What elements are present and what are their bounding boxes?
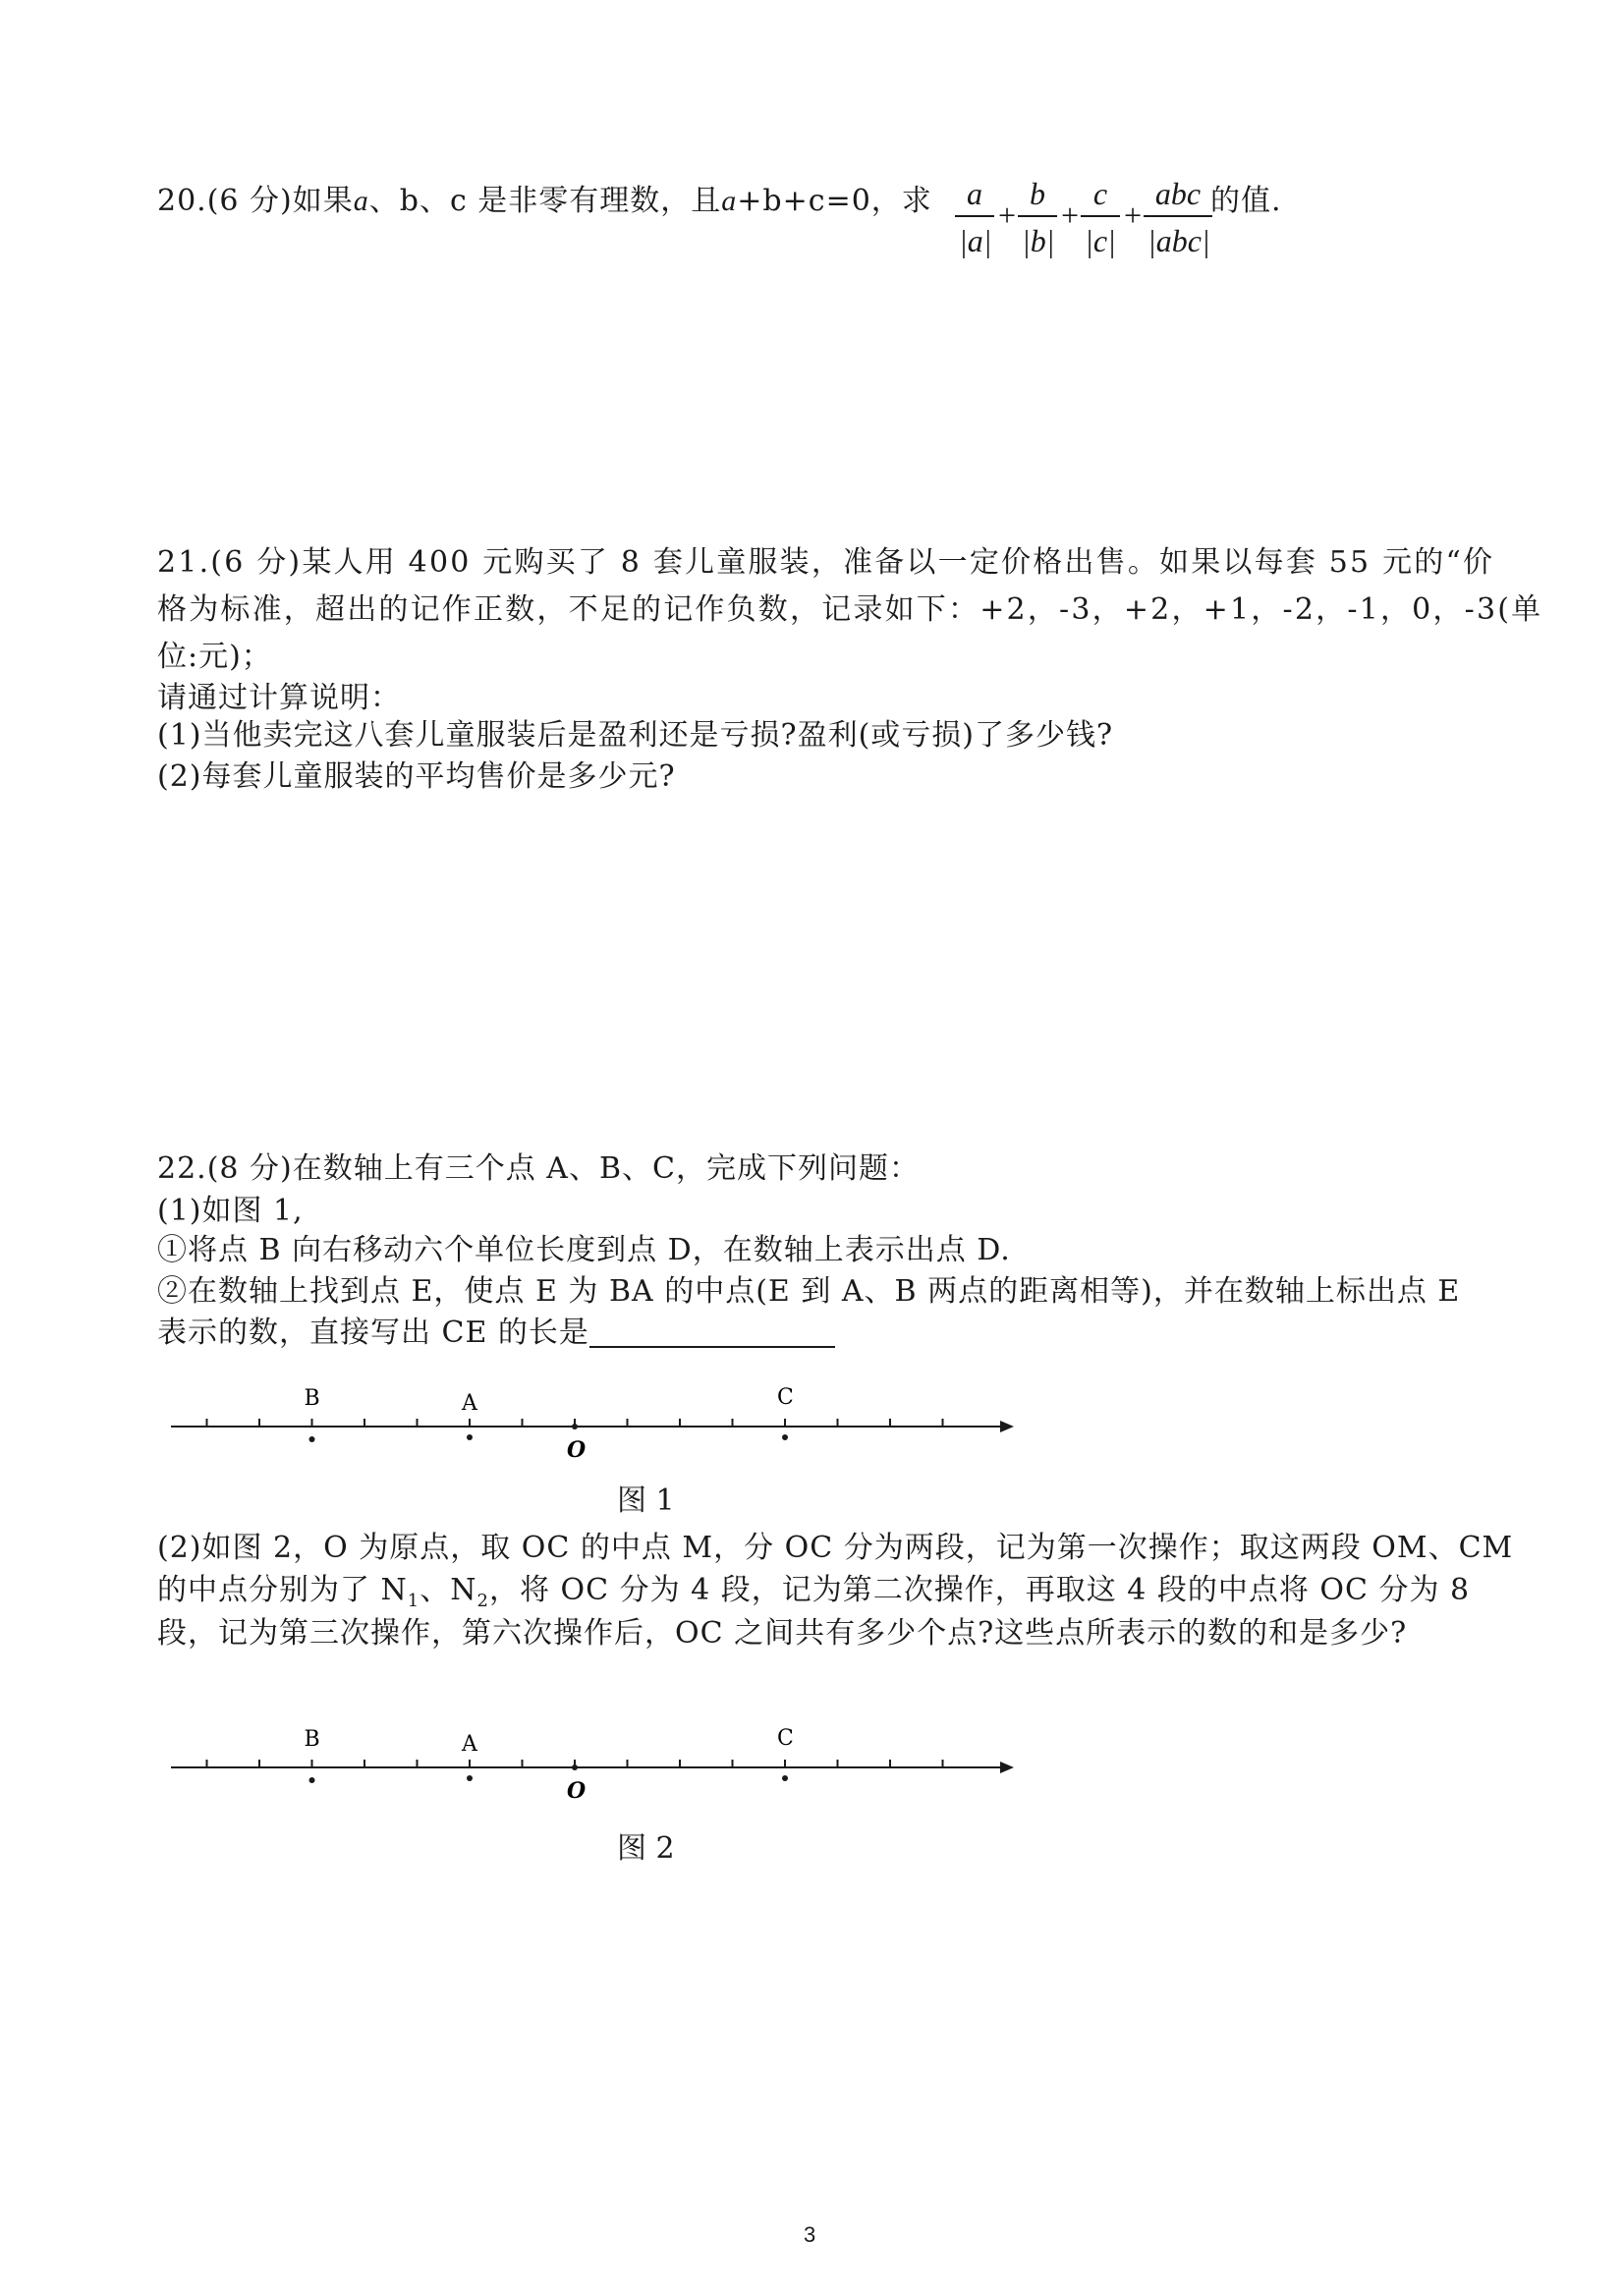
- fraction-denominator: |c|: [1085, 223, 1116, 258]
- plus-sign: +: [1061, 197, 1080, 233]
- fraction-numerator: c: [1081, 172, 1120, 217]
- subscript-2: 2: [476, 1591, 489, 1611]
- q21-line-4: 请通过计算说明：: [157, 681, 401, 715]
- arrow-head-icon: [1000, 1421, 1014, 1432]
- q22-part2-line-3: 段，记为第三次操作，第六次操作后，OC 之间共有多少个点?这些点所表示的数的和是多少?: [157, 1616, 1408, 1651]
- origin-label-O: O: [567, 1437, 587, 1463]
- origin-label-O: O: [567, 1778, 587, 1804]
- point-A-dot: [467, 1775, 473, 1781]
- point-B-dot: [309, 1436, 315, 1442]
- q21-part-2: (2)每套儿童服装的平均售价是多少元?: [157, 759, 676, 794]
- plus-sign: +: [1124, 197, 1143, 233]
- origin-dot: [572, 1424, 578, 1429]
- fraction-numerator: b: [1018, 172, 1057, 217]
- number-line-figure-1: [157, 1371, 1022, 1469]
- point-label-A: A: [462, 1732, 477, 1757]
- q22-line-5-text: 表示的数，直接写出 CE 的长是: [157, 1316, 589, 1350]
- q22-part2-line-2c: ，将 OC 分为 4 段，记为第二次操作，再取这 4 段的中点将 OC 分为 8: [488, 1573, 1471, 1607]
- q20-mid: 、b、c 是非零有理数，且: [368, 184, 722, 218]
- point-A-dot: [467, 1434, 473, 1440]
- fraction-numerator: abc: [1144, 172, 1212, 217]
- fraction-a: [955, 172, 994, 260]
- q20-var-a2: a: [721, 185, 738, 217]
- q22-line-1: 22.(8 分)在数轴上有三个点 A、B、C，完成下列问题：: [157, 1151, 920, 1186]
- q20-prefix: 20.(6 分)如果: [157, 184, 354, 218]
- q21-line-3: 位:元)；: [157, 640, 272, 674]
- answer-blank[interactable]: [589, 1313, 835, 1348]
- q22-line-3: ①将点 B 向右移动六个单位长度到点 D，在数轴上表示出点 D.: [157, 1233, 1011, 1267]
- point-C-dot: [782, 1434, 788, 1440]
- arrow-head-icon: [1000, 1762, 1014, 1773]
- point-B-dot: [309, 1777, 315, 1783]
- point-label-C: C: [777, 1726, 794, 1751]
- q21-line-2: 格为标准，超出的记作正数，不足的记作负数，记录如下：+2，-3，+2，+1，-2，-1，0，-3(单: [157, 592, 1543, 627]
- page-number: 3: [804, 2222, 816, 2247]
- q21-line-1: 21.(6 分)某人用 400 元购买了 8 套儿童服装，准备以一定价格出售。如果以每套 55 元的“价: [157, 545, 1495, 580]
- fraction-c: [1081, 172, 1120, 260]
- fraction-denominator: |a|: [959, 223, 992, 258]
- q21-part-1: (1)当他卖完这八套儿童服装后是盈利还是亏损?盈利(或亏损)了多少钱?: [157, 718, 1114, 753]
- q20-var-a: a: [353, 185, 369, 217]
- origin-dot: [572, 1764, 578, 1770]
- fraction-b: [1018, 172, 1057, 260]
- plus-sign: +: [998, 197, 1017, 233]
- figure-1-caption: 图 1: [617, 1484, 675, 1518]
- fraction-abc: [1144, 172, 1212, 260]
- figure-2-caption: 图 2: [617, 1831, 675, 1866]
- point-label-A: A: [462, 1391, 477, 1416]
- q20-condition: +b+c=0，求: [737, 184, 932, 218]
- q22-line-4: ②在数轴上找到点 E，使点 E 为 BA 的中点(E 到 A、B 两点的距离相等)，并在数轴上标出点 E: [157, 1274, 1461, 1309]
- point-label-B: B: [304, 1727, 320, 1752]
- q22-part2-line-2b: 、N: [420, 1573, 477, 1607]
- fraction-denominator: |b|: [1022, 223, 1055, 258]
- q22-line-5: [157, 1311, 835, 1356]
- q22-line-2: (1)如图 1,: [157, 1194, 304, 1228]
- point-label-C: C: [777, 1385, 794, 1410]
- subscript-1: 1: [407, 1591, 420, 1611]
- q20-text: [157, 179, 932, 224]
- q22-part2-line-1: (2)如图 2，O 为原点，取 OC 的中点 M，分 OC 分为两段，记为第一次操作；取这两段 OM、CM: [157, 1531, 1514, 1565]
- q20-suffix: 的值.: [1210, 184, 1282, 218]
- point-C-dot: [782, 1775, 788, 1781]
- fraction-numerator: a: [955, 172, 994, 217]
- point-label-B: B: [304, 1386, 320, 1411]
- number-line-figure-2: [157, 1711, 1022, 1810]
- q22-part2-line-2a: 的中点分别为了 N: [157, 1573, 408, 1607]
- fraction-denominator: |abc|: [1147, 223, 1210, 258]
